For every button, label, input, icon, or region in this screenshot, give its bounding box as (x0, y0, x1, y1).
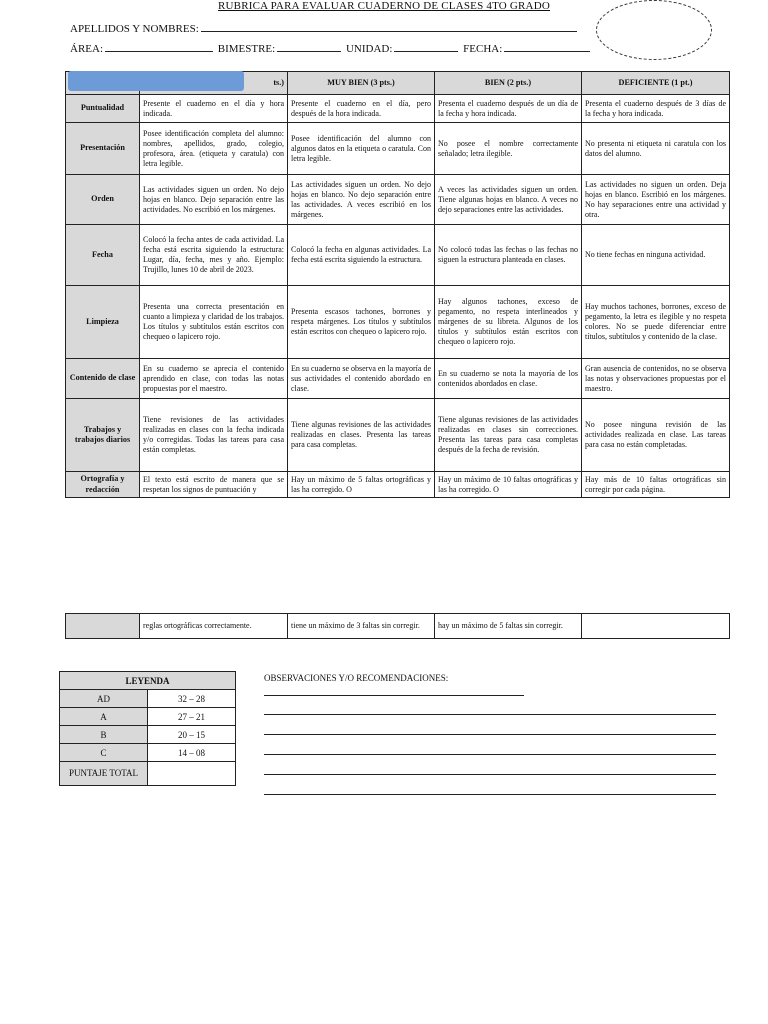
descriptor-cell: No posee el nombre correctamente señalado; letra ilegible. (435, 123, 582, 175)
unidad-blank[interactable] (394, 40, 458, 52)
table-row (66, 123, 730, 175)
descriptor-cell: Tiene algunas revisiones de las actividades realizadas en clases sin correcciones. Presenta las tareas para casa completas después de la fecha de revisión. (435, 399, 582, 472)
observation-line[interactable] (264, 754, 716, 755)
descriptor-cell: Hay muchos tachones, borrones, exceso de pegamento, la letra es ilegible y no respeta colores. No se puede diferenciar entre títulos, subtítulos y contenido de la clase. (582, 286, 730, 359)
column-header-bien: BIEN (2 pts.) (435, 72, 582, 95)
legend-level: B (60, 726, 148, 744)
area-blank[interactable] (105, 40, 213, 52)
rubric-continuation-table (65, 613, 730, 639)
unidad-label: UNIDAD: (345, 43, 393, 55)
descriptor-cell: A veces las actividades siguen un orden. Tiene algunas hojas en blanco. A veces no dejo separaciones entre las actividades. (435, 175, 582, 225)
descriptor-cell: En su cuaderno se nota la mayoría de los contenidos abordados en clase. (435, 359, 582, 399)
table-row (66, 614, 730, 639)
legend-table (59, 671, 236, 786)
criterion-cell: Presentación (66, 123, 140, 175)
descriptor-cell: En su cuaderno se observa en la mayoría de sus actividades el contenido abordado en clase. (288, 359, 435, 399)
table-row (66, 95, 730, 123)
descriptor-cell: Presenta el cuaderno después de un día de la fecha y hora indicada. (435, 95, 582, 123)
legend-row (60, 726, 236, 744)
table-row (66, 399, 730, 472)
descriptor-cell: No colocó todas las fechas o las fechas no siguen la estructura planteada en clases. (435, 225, 582, 286)
legend-level: AD (60, 690, 148, 708)
observation-line[interactable] (264, 774, 716, 775)
descriptor-cell: Hay más de 10 faltas ortográficas sin corregir por cada página. (582, 472, 730, 498)
area-label: ÁREA: (70, 43, 103, 55)
legend-range: 20 – 15 (148, 726, 236, 744)
criterion-cell: Trabajos y trabajos diarios (66, 399, 140, 472)
descriptor-cell: El texto está escrito de manera que se respetan los signos de puntuación y (140, 472, 288, 498)
observation-line[interactable] (264, 794, 716, 795)
criterion-cell: Limpieza (66, 286, 140, 359)
column-header-muy-bien: MUY BIEN (3 pts.) (288, 72, 435, 95)
descriptor-cell: reglas ortográficas correctamente. (140, 614, 288, 639)
descriptor-cell: Hay un máximo de 10 faltas ortográficas y las ha corregido. O (435, 472, 582, 498)
descriptor-cell: Las actividades no siguen un orden. Deja hojas en blanco. Escribió en los márgenes. No hay separaciones entre una actividad y otra. (582, 175, 730, 225)
column-header-deficiente: DEFICIENTE (1 pt.) (582, 72, 730, 95)
descriptor-cell: Presenta el cuaderno después de 3 días de la fecha y hora indicada. (582, 95, 730, 123)
criterion-cell: Contenido de clase (66, 359, 140, 399)
descriptor-cell: No presenta ni etiqueta ni caratula con los datos del alumno. (582, 123, 730, 175)
redaction-block (68, 71, 244, 91)
legend-level: C (60, 744, 148, 762)
table-row (66, 225, 730, 286)
observation-line[interactable] (264, 734, 716, 735)
descriptor-cell: Las actividades siguen un orden. No dejo hojas en blanco. Dejo separación entre las actividades. No escribió en los márgenes. (140, 175, 288, 225)
descriptor-cell (582, 614, 730, 639)
descriptor-cell: Presenta una correcta presentación en cuanto a limpieza y claridad de los trabajos. Los títulos y subtítulos están escritos con chequeo o lapicero rojo. (140, 286, 288, 359)
table-row (66, 472, 730, 498)
rubric-table (65, 71, 730, 498)
descriptor-cell: Posee identificación completa del alumno: nombres, apellidos, grado, colegio, profesora, área. (etiqueta y caratula) con letra legible. (140, 123, 288, 175)
descriptor-cell: No tiene fechas en ninguna actividad. (582, 225, 730, 286)
legend-range: 27 – 21 (148, 708, 236, 726)
legend-row (60, 708, 236, 726)
legend-row (60, 744, 236, 762)
bimestre-label: BIMESTRE: (217, 43, 276, 55)
name-field-row (70, 20, 579, 35)
legend-row (60, 690, 236, 708)
criterion-cell: Fecha (66, 225, 140, 286)
descriptor-cell: Posee identificación del alumno con algunos datos en la etiqueta o caratula. Con letra legible. (288, 123, 435, 175)
legend-range: 14 – 08 (148, 744, 236, 762)
document-title: RUBRICA PARA EVALUAR CUADERNO DE CLASES 4TO GRADO (217, 0, 550, 12)
criterion-cell: Puntualidad (66, 95, 140, 123)
criterion-cell: Orden (66, 175, 140, 225)
descriptor-cell: En su cuaderno se aprecia el contenido aprendido en clase, con todas las notas propuestas por el maestro. (140, 359, 288, 399)
name-blank[interactable] (201, 20, 577, 32)
descriptor-cell: hay un máximo de 5 faltas sin corregir. (435, 614, 582, 639)
descriptor-cell: tiene un máximo de 3 faltas sin corregir. (288, 614, 435, 639)
descriptor-cell: Presente el cuaderno en el día, pero después de la hora indicada. (288, 95, 435, 123)
legend-range: 32 – 28 (148, 690, 236, 708)
stamp-placeholder (596, 0, 712, 60)
fecha-label: FECHA: (463, 43, 503, 55)
total-score-label: PUNTAJE TOTAL (60, 762, 148, 786)
descriptor-cell: Presente el cuaderno en el día y hora indicada. (140, 95, 288, 123)
table-row (66, 175, 730, 225)
descriptor-cell: Colocó la fecha en algunas actividades. La fecha está escrita siguiendo la estructura. (288, 225, 435, 286)
table-row (66, 286, 730, 359)
column-header-excelente: ts.) (140, 72, 288, 95)
descriptor-cell: Presenta escasos tachones, borrones y respeta márgenes. Los títulos y subtítulos están escritos con chequeo o lapicero rojo. (288, 286, 435, 359)
total-score-value[interactable] (148, 762, 236, 786)
criterion-cell (66, 614, 140, 639)
name-label: APELLIDOS Y NOMBRES: (70, 23, 199, 35)
observation-line[interactable] (264, 714, 716, 715)
table-row (66, 359, 730, 399)
observation-line[interactable] (264, 695, 524, 696)
bimestre-blank[interactable] (277, 40, 341, 52)
descriptor-cell: Las actividades siguen un orden. No dejo hojas en blanco. No dejo separación entre las actividades. A veces escribió en los márgenes. (288, 175, 435, 225)
descriptor-cell: Hay un máximo de 5 faltas ortográficas y las ha corregido. O (288, 472, 435, 498)
descriptor-cell: Tiene revisiones de las actividades realizadas en clases con la fecha indicada y/o corregidas. Todas las tareas para casa están completas. (140, 399, 288, 472)
descriptor-cell: Colocó la fecha antes de cada actividad. La fecha está escrita siguiendo la estructura: Lugar, día, fecha, mes y año. Ejemplo: Trujillo, lunes 10 de abril de 2023. (140, 225, 288, 286)
descriptor-cell: Hay algunos tachones, exceso de pegamento, no respeta interlineados y márgenes de su libreta. Algunos de los títulos y subtítulos están escritos con chequeo o lapicero rojo. (435, 286, 582, 359)
criterion-cell: Ortografía y redacción (66, 472, 140, 498)
legend-title: LEYENDA (60, 672, 236, 690)
descriptor-cell: No posee ninguna revisión de las actividades realizada en clase. Las tareas para casa no están completadas. (582, 399, 730, 472)
legend-total-row (60, 762, 236, 786)
area-field-row (70, 40, 592, 55)
observations-title: OBSERVACIONES Y/O RECOMENDACIONES: (264, 673, 449, 683)
descriptor-cell: Tiene algunas revisiones de las actividades realizadas en clases. Presenta las tareas para casa completas. (288, 399, 435, 472)
legend-level: A (60, 708, 148, 726)
fecha-blank[interactable] (504, 40, 590, 52)
descriptor-cell: Gran ausencia de contenidos, no se observa las notas y observaciones propuestas por el maestro. (582, 359, 730, 399)
